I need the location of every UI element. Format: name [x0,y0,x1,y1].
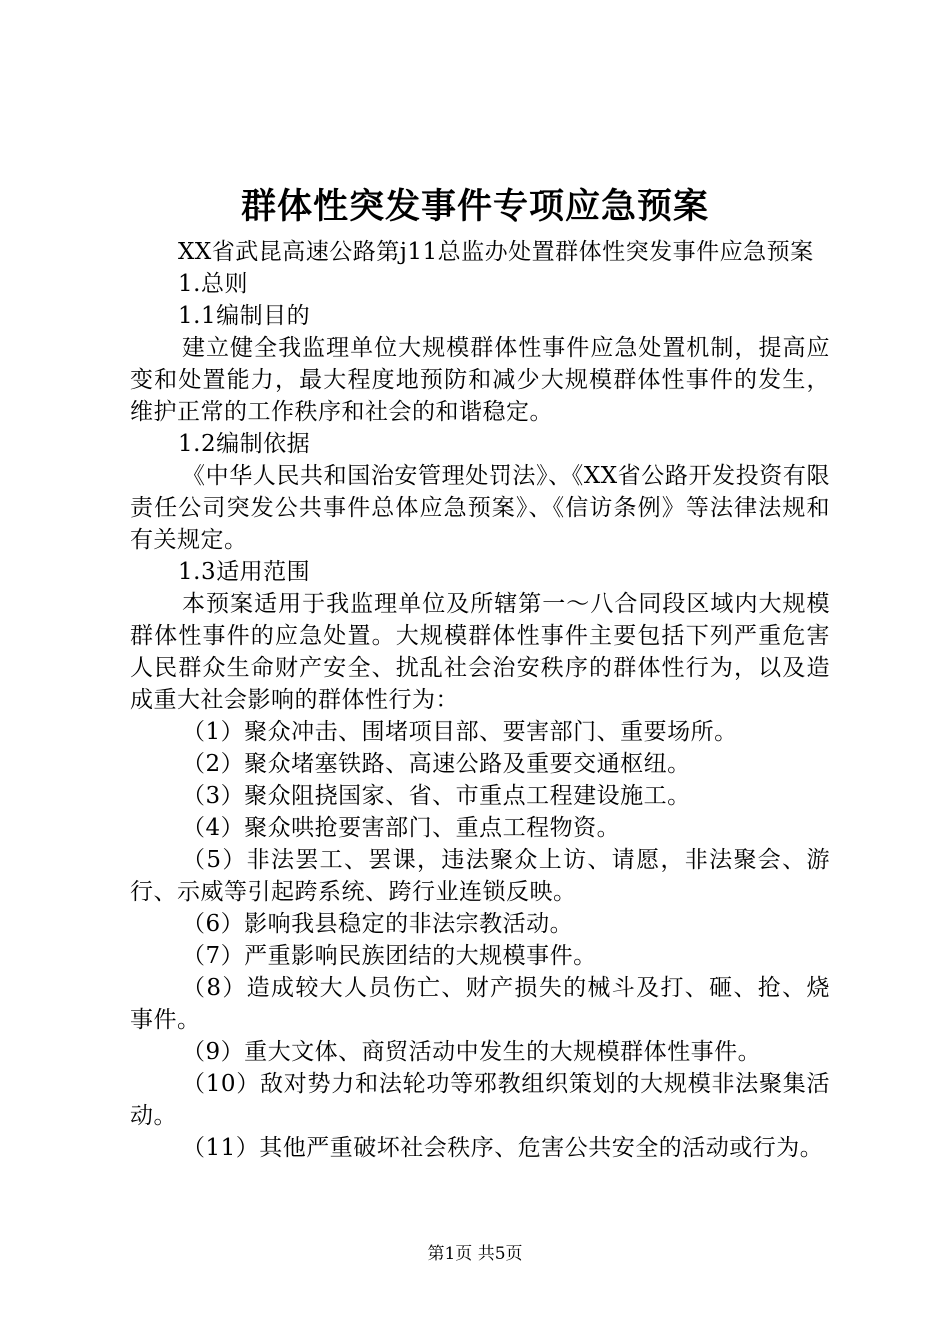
intro-paragraph: XX省武昆高速公路第j11总监办处置群体性突发事件应急预案 [178,239,814,265]
scope-paragraph: 本预案适用于我监理单位及所辖第一～八合同段区域内大规模群体性事件的应急处置。大规模群体性事件主要包括下列严重危害人民群众生命财产安全、扰乱社会治安秩序的群体性行为，以及造成重大社会影响的群体性行为： [130,591,830,713]
section-heading-general: 1.总则 [178,271,248,297]
page-footer: 第1页 共5页 [427,1244,523,1264]
section-heading-scope: 1.3适用范围 [178,559,311,585]
document-title: 群体性突发事件专项应急预案 [240,186,709,227]
section-heading-purpose: 1.1编制目的 [178,303,311,329]
list-item: （11）其他严重破坏社会秩序、危害公共安全的活动或行为。 [182,1135,824,1161]
document-body [130,236,830,1164]
list-item: （3）聚众阻挠国家、省、市重点工程建设施工。 [182,783,691,809]
list-item: （5）非法罢工、罢课，违法聚众上访、请愿，非法聚会、游行、示威等引起跨系统、跨行业连锁反映。 [130,847,830,905]
list-item: （10）敌对势力和法轮功等邪教组织策划的大规模非法聚集活动。 [130,1071,830,1129]
list-item: （8）造成较大人员伤亡、财产损失的械斗及打、砸、抢、烧事件。 [130,975,830,1033]
list-item: （2）聚众堵塞铁路、高速公路及重要交通枢纽。 [182,751,691,777]
list-item: （7）严重影响民族团结的大规模事件。 [182,943,597,969]
purpose-paragraph: 建立健全我监理单位大规模群体性事件应急处置机制，提高应变和处置能力，最大程度地预防和减少大规模群体性事件的发生，维护正常的工作秩序和社会的和谐稳定。 [130,335,830,425]
section-heading-basis: 1.2编制依据 [178,431,311,457]
list-item: （9）重大文体、商贸活动中发生的大规模群体性事件。 [182,1039,762,1065]
list-item: （4）聚众哄抢要害部门、重点工程物资。 [182,815,621,841]
basis-paragraph: 《中华人民共和国治安管理处罚法》、《XX省公路开发投资有限责任公司突发公共事件总体应急预案》、《信访条例》等法律法规和有关规定。 [130,463,830,553]
list-item: （6）影响我县稳定的非法宗教活动。 [182,911,574,937]
list-item: （1）聚众冲击、围堵项目部、要害部门、重要场所。 [182,719,738,745]
